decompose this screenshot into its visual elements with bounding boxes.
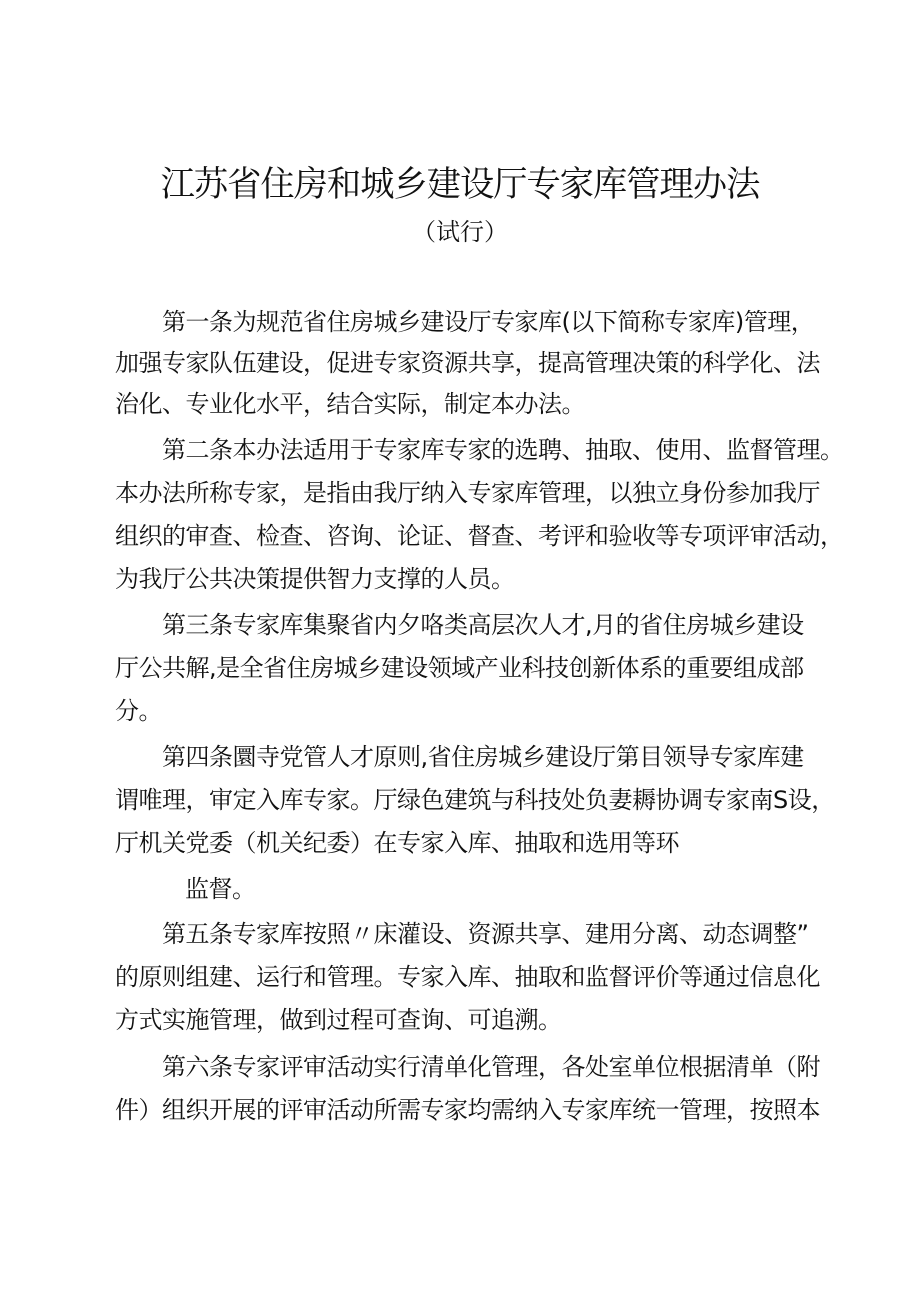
body-line: 第一条为规范省住房城乡建设厅专家库(以下简称专家库)管理， (162, 308, 815, 336)
body-line: 监督。 (185, 875, 256, 903)
body-line: 治化、专业化水平，结合实际，制定本办法。 (115, 390, 585, 418)
body-line: 件）组织开展的评审活动所需专家均需纳入专家库统一管理，按照本 (115, 1096, 820, 1124)
body-line: 厅机关党委（机关纪委）在专家入库、抽取和选用等环 (115, 829, 679, 857)
body-line: 组织的审查、检查、咨询、论证、督查、考评和验收等专项评审活动， (115, 522, 844, 550)
document-title: 江苏省住房和城乡建设厅专家库管理办法 (160, 165, 760, 205)
body-line: 谓唯理，审定入库专家。厅绿色建筑与科技处负妻耨协调专家南S设， (115, 786, 835, 814)
body-line: 本办法所称专家，是指由我厅纳入专家库管理，以独立身份参加我厅 (115, 479, 820, 507)
body-line: 第三条专家库集聚省内夕咯类高层次人才,月的省住房城乡建设 (162, 611, 804, 639)
document-subtitle: （试行） (412, 218, 508, 246)
body-line: 第二条本办法适用于专家库专家的选聘、抽取、使用、监督管理。 (162, 436, 844, 464)
body-line: 为我厅公共决策提供智力支撑的人员。 (115, 565, 515, 593)
body-line: 分。 (115, 697, 162, 725)
body-line: 方式实施管理，做到过程可查询、可追溯。 (115, 1006, 562, 1034)
body-line: 的原则组建、运行和管理。专家入库、抽取和监督评价等通过信息化 (115, 963, 820, 991)
body-line: 第五条专家库按照〃床灌设、资源共享、建用分离、动态调整” (162, 920, 809, 948)
body-line: 第四条圜寺党管人才原则,省住房城乡建设厅第目领导专家库建 (162, 743, 804, 771)
body-line: 厅公共解,是全省住房城乡建设领域产业科技创新体系的重要组成部 (115, 654, 804, 682)
body-line: 加强专家队伍建设，促进专家资源共享，提高管理决策的科学化、法 (115, 349, 820, 377)
body-line: 第六条专家评审活动实行清单化管理，各处室单位根据清单（附 (162, 1053, 820, 1081)
